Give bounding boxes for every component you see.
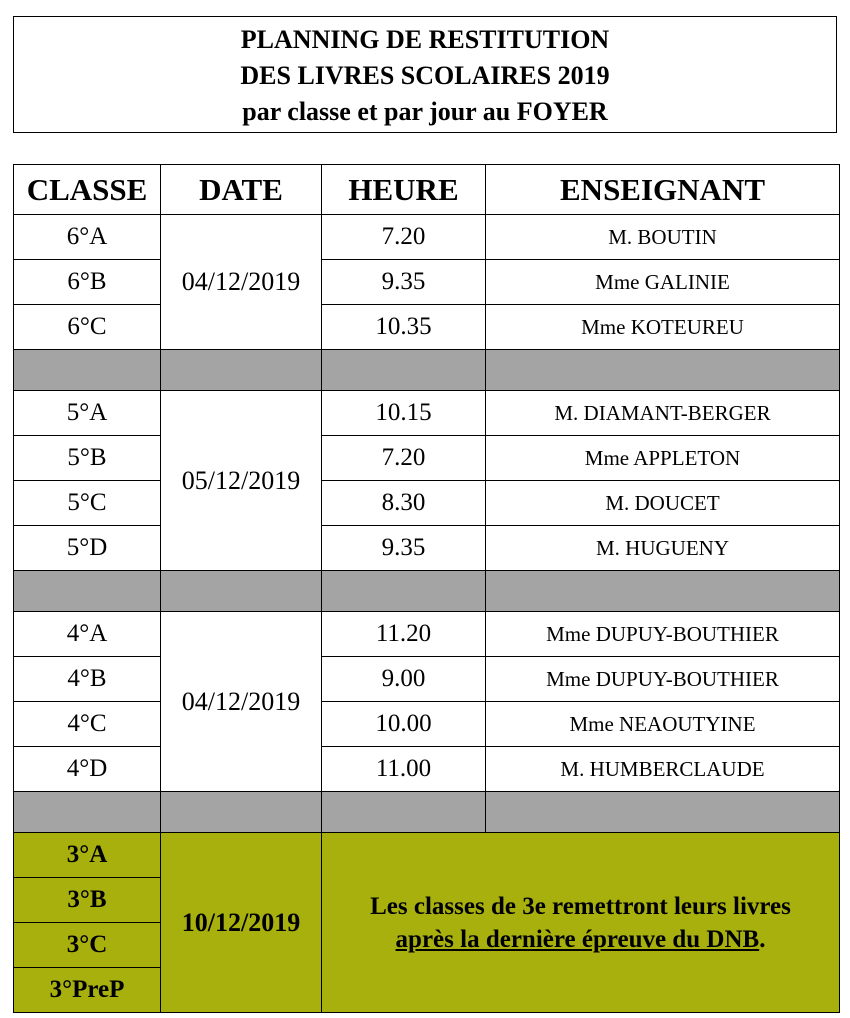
- classe-cell: 3°C: [14, 923, 161, 968]
- header-heure: HEURE: [322, 165, 486, 215]
- classe-cell: 3°B: [14, 878, 161, 923]
- enseignant-cell: M. BOUTIN: [486, 215, 840, 260]
- classe-cell: 4°C: [14, 702, 161, 747]
- classe-cell: 5°C: [14, 481, 161, 526]
- heure-cell: 7.20: [322, 215, 486, 260]
- table-row: [14, 612, 840, 657]
- heure-cell: 8.30: [322, 481, 486, 526]
- date-cell: 10/12/2019: [161, 833, 322, 1013]
- enseignant-cell: M. DIAMANT-BERGER: [486, 391, 840, 436]
- table-row: [14, 747, 840, 792]
- title-line-2: DES LIVRES SCOLAIRES 2019: [240, 61, 610, 90]
- planning-table: [13, 164, 840, 1013]
- table-row: [14, 702, 840, 747]
- classe-cell: 6°A: [14, 215, 161, 260]
- note-line-2-underlined: après la dernière épreuve du DNB: [395, 925, 760, 953]
- header-row: [14, 165, 840, 215]
- classe-cell: 5°A: [14, 391, 161, 436]
- heure-cell: 9.00: [322, 657, 486, 702]
- classe-cell: 5°B: [14, 436, 161, 481]
- title-line-1: PLANNING DE RESTITUTION: [240, 25, 610, 54]
- header-date: DATE: [161, 165, 322, 215]
- heure-cell: 10.35: [322, 305, 486, 350]
- classe-cell: 4°D: [14, 747, 161, 792]
- separator-row: [14, 792, 840, 833]
- enseignant-cell: Mme NEAOUTYINE: [486, 702, 840, 747]
- note-line-2-end: .: [759, 925, 766, 953]
- table-row: [14, 526, 840, 571]
- classe-cell: 3°PreP: [14, 968, 161, 1013]
- table-row: [14, 215, 840, 260]
- heure-cell: 7.20: [322, 436, 486, 481]
- heure-cell: 10.15: [322, 391, 486, 436]
- table-row: [14, 260, 840, 305]
- third-note: [322, 833, 840, 1013]
- classe-cell: 6°C: [14, 305, 161, 350]
- classe-cell: 6°B: [14, 260, 161, 305]
- table-row: [14, 305, 840, 350]
- enseignant-cell: Mme APPLETON: [486, 436, 840, 481]
- heure-cell: 11.20: [322, 612, 486, 657]
- table-row: [14, 436, 840, 481]
- enseignant-cell: M. DOUCET: [486, 481, 840, 526]
- table-row: [14, 391, 840, 436]
- heure-cell: 10.00: [322, 702, 486, 747]
- classe-cell: 5°D: [14, 526, 161, 571]
- heure-cell: 11.00: [322, 747, 486, 792]
- header-enseignant: ENSEIGNANT: [486, 165, 840, 215]
- title-line-3: par classe et par jour au FOYER: [242, 97, 608, 126]
- date-cell: 05/12/2019: [161, 391, 322, 571]
- classe-cell: 3°A: [14, 833, 161, 878]
- date-cell: 04/12/2019: [161, 215, 322, 350]
- enseignant-cell: Mme DUPUY-BOUTHIER: [486, 657, 840, 702]
- enseignant-cell: Mme KOTEUREU: [486, 305, 840, 350]
- enseignant-cell: Mme GALINIE: [486, 260, 840, 305]
- classe-cell: 4°A: [14, 612, 161, 657]
- date-cell: 04/12/2019: [161, 612, 322, 792]
- heure-cell: 9.35: [322, 526, 486, 571]
- separator-row: [14, 350, 840, 391]
- table-row: [14, 657, 840, 702]
- enseignant-cell: M. HUGUENY: [486, 526, 840, 571]
- table-row: [14, 481, 840, 526]
- heure-cell: 9.35: [322, 260, 486, 305]
- table-row: [14, 833, 840, 878]
- separator-row: [14, 571, 840, 612]
- classe-cell: 4°B: [14, 657, 161, 702]
- title-box: [13, 16, 837, 133]
- header-classe: CLASSE: [14, 165, 161, 215]
- note-line-1: Les classes de 3e remettront leurs livres: [370, 892, 791, 920]
- enseignant-cell: M. HUMBERCLAUDE: [486, 747, 840, 792]
- enseignant-cell: Mme DUPUY-BOUTHIER: [486, 612, 840, 657]
